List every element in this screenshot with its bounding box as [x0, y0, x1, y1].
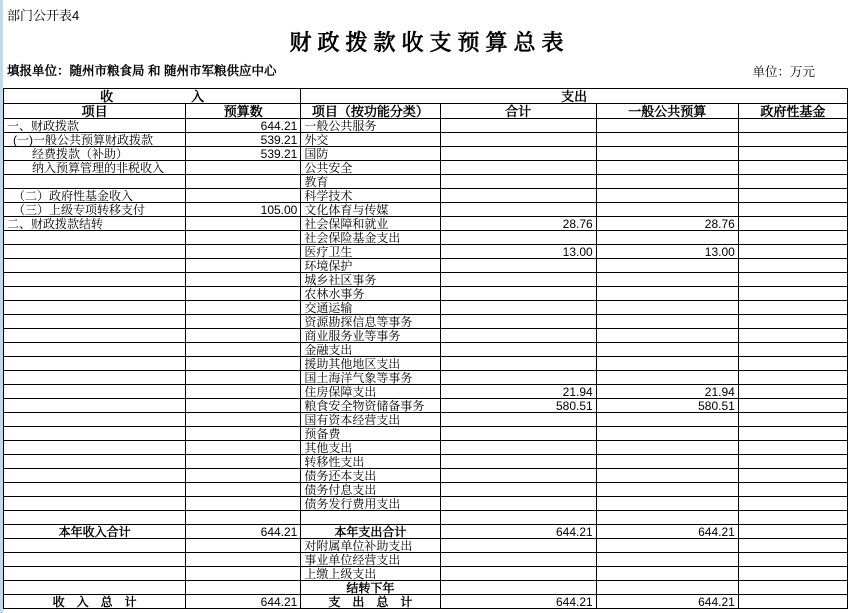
- income-budget-cell: [186, 413, 301, 427]
- income-item-cell: [4, 399, 186, 413]
- income-budget-cell: [186, 469, 301, 483]
- income-item-cell: [4, 553, 186, 567]
- income-budget-cell: [186, 553, 301, 567]
- general-budget-cell: [596, 301, 738, 315]
- general-budget-cell: [596, 161, 738, 175]
- expense-total-cell: [440, 581, 596, 595]
- income-item-cell: [4, 315, 186, 329]
- income-item-cell: 一、财政拨款: [4, 119, 186, 133]
- gov-fund-cell: [738, 203, 847, 217]
- column-header-row: [4, 104, 848, 119]
- table-row: [4, 483, 848, 497]
- expense-item-cell: 金融支出: [301, 343, 440, 357]
- general-budget-cell: [596, 315, 738, 329]
- gov-fund-cell: [738, 413, 847, 427]
- expense-item-cell: 粮食安全物资储备事务: [301, 399, 440, 413]
- income-budget-cell: [186, 483, 301, 497]
- budget-table-body: [4, 119, 848, 609]
- income-budget-cell: 644.21: [186, 119, 301, 133]
- gov-fund-cell: [738, 273, 847, 287]
- expense-item-cell: 医疗卫生: [301, 245, 440, 259]
- expense-total-cell: [440, 371, 596, 385]
- income-budget-cell: [186, 245, 301, 259]
- gov-fund-cell: [738, 385, 847, 399]
- expense-total-cell: [440, 301, 596, 315]
- income-budget-cell: [186, 329, 301, 343]
- expense-item-cell: 国防: [301, 147, 440, 161]
- col-header-expense-item: 项目（按功能分类）: [301, 104, 440, 119]
- gov-fund-cell: [738, 553, 847, 567]
- table-row: [4, 427, 848, 441]
- gov-fund-cell: [738, 287, 847, 301]
- general-budget-cell: [596, 497, 738, 511]
- general-budget-cell: [596, 455, 738, 469]
- income-budget-cell: [186, 567, 301, 581]
- expense-total-cell: [440, 147, 596, 161]
- income-budget-cell: [186, 301, 301, 315]
- expense-total-cell: [440, 161, 596, 175]
- income-item-cell: [4, 511, 186, 525]
- income-item-cell: [4, 175, 186, 189]
- expense-total-cell: [440, 553, 596, 567]
- income-budget-cell: 539.21: [186, 147, 301, 161]
- income-item-cell: （三）上级专项转移支付: [4, 203, 186, 217]
- gov-fund-cell: [738, 161, 847, 175]
- expense-total-cell: 28.76: [440, 217, 596, 231]
- table-row: [4, 161, 848, 175]
- expense-total-cell: [440, 133, 596, 147]
- expense-total-cell: [440, 343, 596, 357]
- expense-item-cell: 债务付息支出: [301, 483, 440, 497]
- table-row: [4, 231, 848, 245]
- expense-total-cell: [440, 273, 596, 287]
- gov-fund-cell: [738, 189, 847, 203]
- group-header-row: [4, 89, 848, 104]
- income-budget-cell: [186, 231, 301, 245]
- expense-total-cell: [440, 497, 596, 511]
- expense-item-cell: 援助其他地区支出: [301, 357, 440, 371]
- general-budget-cell: 580.51: [596, 399, 738, 413]
- income-item-cell: 纳入预算管理的非税收入: [4, 161, 186, 175]
- general-budget-cell: [596, 371, 738, 385]
- expense-item-cell: 本年支出合计: [301, 525, 440, 539]
- expense-total-cell: [440, 427, 596, 441]
- table-row: [4, 567, 848, 581]
- gov-fund-cell: [738, 175, 847, 189]
- income-budget-cell: [186, 259, 301, 273]
- general-budget-cell: 21.94: [596, 385, 738, 399]
- income-item-cell: [4, 539, 186, 553]
- expense-item-cell: 对附属单位补助支出: [301, 539, 440, 553]
- general-budget-cell: [596, 483, 738, 497]
- table-row: [4, 539, 848, 553]
- expense-total-cell: [440, 175, 596, 189]
- table-row: [4, 441, 848, 455]
- income-item-cell: [4, 357, 186, 371]
- income-item-cell: [4, 483, 186, 497]
- table-row: [4, 371, 848, 385]
- expense-total-cell: [440, 203, 596, 217]
- expense-total-cell: [440, 119, 596, 133]
- income-budget-cell: [186, 399, 301, 413]
- expense-item-cell: 环境保护: [301, 259, 440, 273]
- expense-total-cell: [440, 455, 596, 469]
- expense-total-cell: [440, 315, 596, 329]
- general-budget-cell: [596, 133, 738, 147]
- income-item-cell: 经费拨款（补助）: [4, 147, 186, 161]
- general-budget-cell: [596, 511, 738, 525]
- income-budget-cell: [186, 287, 301, 301]
- expense-item-cell: 其他支出: [301, 441, 440, 455]
- gov-fund-cell: [738, 511, 847, 525]
- col-header-budget: 预算数: [186, 104, 301, 119]
- unit-note: 单位：万元: [752, 65, 815, 79]
- income-budget-cell: [186, 511, 301, 525]
- table-row: [4, 133, 848, 147]
- table-row: [4, 287, 848, 301]
- gov-fund-cell: [738, 329, 847, 343]
- general-budget-cell: [596, 427, 738, 441]
- expense-item-cell: [301, 511, 440, 525]
- table-row: [4, 147, 848, 161]
- expense-item-cell: 债务还本支出: [301, 469, 440, 483]
- gov-fund-cell: [738, 455, 847, 469]
- reporting-unit-label: 填报单位：随州市粮食局 和 随州市军粮供应中心: [7, 64, 277, 78]
- income-budget-cell: [186, 175, 301, 189]
- general-budget-cell: [596, 581, 738, 595]
- expense-total-cell: [440, 539, 596, 553]
- table-row: [4, 217, 848, 231]
- expense-item-cell: 国土海洋气象等事务: [301, 371, 440, 385]
- table-row: [4, 203, 848, 217]
- income-item-cell: 二、财政拨款结转: [4, 217, 186, 231]
- budget-table: [3, 88, 848, 609]
- income-budget-cell: [186, 539, 301, 553]
- income-budget-cell: [186, 441, 301, 455]
- expense-item-cell: 外交: [301, 133, 440, 147]
- table-row: [4, 511, 848, 525]
- table-row: [4, 385, 848, 399]
- table-row: [4, 119, 848, 133]
- expense-total-cell: [440, 469, 596, 483]
- general-budget-cell: [596, 539, 738, 553]
- gov-fund-cell: [738, 399, 847, 413]
- general-budget-cell: [596, 469, 738, 483]
- general-budget-cell: [596, 273, 738, 287]
- income-budget-cell: [186, 273, 301, 287]
- expense-total-cell: [440, 329, 596, 343]
- expense-total-cell: 580.51: [440, 399, 596, 413]
- income-budget-cell: [186, 581, 301, 595]
- income-item-cell: [4, 301, 186, 315]
- expense-item-cell: 文化体育与传媒: [301, 203, 440, 217]
- gov-fund-cell: [738, 371, 847, 385]
- expense-total-cell: 644.21: [440, 595, 596, 609]
- gov-fund-cell: [738, 441, 847, 455]
- income-item-cell: [4, 329, 186, 343]
- col-header-income-item: 项目: [4, 104, 186, 119]
- expense-item-cell: 科学技术: [301, 189, 440, 203]
- expense-total-cell: [440, 483, 596, 497]
- table-row: [4, 315, 848, 329]
- gov-fund-cell: [738, 595, 847, 609]
- income-item-cell: [4, 385, 186, 399]
- income-item-cell: [4, 231, 186, 245]
- expense-item-cell: 预备费: [301, 427, 440, 441]
- gov-fund-cell: [738, 217, 847, 231]
- table-row: [4, 259, 848, 273]
- col-header-general-budget: 一般公共预算: [596, 104, 738, 119]
- general-budget-cell: [596, 259, 738, 273]
- gov-fund-cell: [738, 343, 847, 357]
- income-budget-cell: [186, 357, 301, 371]
- general-budget-cell: [596, 413, 738, 427]
- general-budget-cell: [596, 329, 738, 343]
- gov-fund-cell: [738, 119, 847, 133]
- income-item-cell: [4, 371, 186, 385]
- expense-item-cell: 转移性支出: [301, 455, 440, 469]
- general-budget-cell: [596, 119, 738, 133]
- gov-fund-cell: [738, 497, 847, 511]
- expense-total-cell: 644.21: [440, 525, 596, 539]
- income-budget-cell: [186, 343, 301, 357]
- income-budget-cell: [186, 385, 301, 399]
- general-budget-cell: [596, 203, 738, 217]
- expense-total-cell: [440, 441, 596, 455]
- expense-total-cell: [440, 413, 596, 427]
- expense-item-cell: 社会保障和就业: [301, 217, 440, 231]
- gov-fund-cell: [738, 567, 847, 581]
- income-budget-cell: [186, 315, 301, 329]
- income-budget-cell: 539.21: [186, 133, 301, 147]
- gov-fund-cell: [738, 245, 847, 259]
- income-item-cell: [4, 441, 186, 455]
- table-row: [4, 329, 848, 343]
- general-budget-cell: [596, 441, 738, 455]
- income-item-cell: 收 入 总 计: [4, 595, 186, 609]
- general-budget-cell: [596, 553, 738, 567]
- income-item-cell: [4, 287, 186, 301]
- table-row: [4, 273, 848, 287]
- gov-fund-cell: [738, 469, 847, 483]
- gov-fund-cell: [738, 539, 847, 553]
- expense-item-cell: 社会保险基金支出: [301, 231, 440, 245]
- income-budget-cell: [186, 455, 301, 469]
- expense-total-cell: 21.94: [440, 385, 596, 399]
- income-item-cell: [4, 567, 186, 581]
- col-header-total: 合计: [440, 104, 596, 119]
- gov-fund-cell: [738, 301, 847, 315]
- expense-total-cell: [440, 357, 596, 371]
- expense-total-cell: [440, 287, 596, 301]
- table-row: [4, 343, 848, 357]
- expense-item-cell: 公共安全: [301, 161, 440, 175]
- income-group-header: 收 入: [4, 89, 301, 104]
- expense-item-cell: 上缴上级支出: [301, 567, 440, 581]
- income-budget-cell: [186, 497, 301, 511]
- general-budget-cell: [596, 175, 738, 189]
- income-item-cell: （二）政府性基金收入: [4, 189, 186, 203]
- gov-fund-cell: [738, 581, 847, 595]
- income-budget-cell: 644.21: [186, 595, 301, 609]
- table-row: [4, 399, 848, 413]
- general-budget-cell: [596, 567, 738, 581]
- income-budget-cell: [186, 217, 301, 231]
- gov-fund-cell: [738, 147, 847, 161]
- expense-item-cell: 债务发行费用支出: [301, 497, 440, 511]
- expense-total-cell: [440, 231, 596, 245]
- expense-item-cell: 事业单位经营支出: [301, 553, 440, 567]
- gov-fund-cell: [738, 133, 847, 147]
- income-item-cell: [4, 259, 186, 273]
- general-budget-cell: [596, 343, 738, 357]
- income-item-cell: [4, 581, 186, 595]
- expense-item-cell: 支 出 总 计: [301, 595, 440, 609]
- gov-fund-cell: [738, 231, 847, 245]
- general-budget-cell: 644.21: [596, 595, 738, 609]
- expense-total-cell: [440, 259, 596, 273]
- income-budget-cell: 644.21: [186, 525, 301, 539]
- corner-label: 部门公开表4: [7, 8, 80, 23]
- income-budget-cell: 105.00: [186, 203, 301, 217]
- expense-total-cell: [440, 189, 596, 203]
- expense-item-cell: 住房保障支出: [301, 385, 440, 399]
- income-item-cell: [4, 245, 186, 259]
- table-row: [4, 455, 848, 469]
- general-budget-cell: 28.76: [596, 217, 738, 231]
- gov-fund-cell: [738, 357, 847, 371]
- gov-fund-cell: [738, 427, 847, 441]
- expense-item-cell: 一般公共服务: [301, 119, 440, 133]
- expense-item-cell: 商业服务业等事务: [301, 329, 440, 343]
- income-item-cell: [4, 343, 186, 357]
- income-budget-cell: [186, 427, 301, 441]
- expense-total-cell: [440, 567, 596, 581]
- income-budget-cell: [186, 371, 301, 385]
- gov-fund-cell: [738, 259, 847, 273]
- expense-item-cell: 城乡社区事务: [301, 273, 440, 287]
- general-budget-cell: 13.00: [596, 245, 738, 259]
- expense-item-cell: 国有资本经营支出: [301, 413, 440, 427]
- income-item-cell: [4, 413, 186, 427]
- income-item-cell: [4, 497, 186, 511]
- expense-item-cell: 农林水事务: [301, 287, 440, 301]
- table-row: [4, 357, 848, 371]
- income-item-cell: [4, 427, 186, 441]
- table-row: [4, 595, 848, 609]
- income-item-cell: [4, 469, 186, 483]
- expense-group-header: 支出: [301, 89, 848, 104]
- general-budget-cell: [596, 231, 738, 245]
- expense-item-cell: 交通运输: [301, 301, 440, 315]
- expense-item-cell: 资源勘探信息等事务: [301, 315, 440, 329]
- page-title: 财政拨款收支预算总表: [289, 30, 570, 55]
- income-item-cell: [4, 455, 186, 469]
- table-row: [4, 469, 848, 483]
- expense-item-cell: 教育: [301, 175, 440, 189]
- general-budget-cell: 644.21: [596, 525, 738, 539]
- general-budget-cell: [596, 287, 738, 301]
- income-budget-cell: [186, 189, 301, 203]
- table-row: [4, 581, 848, 595]
- table-row: [4, 175, 848, 189]
- gov-fund-cell: [738, 525, 847, 539]
- income-item-cell: 本年收入合计: [4, 525, 186, 539]
- expense-total-cell: [440, 511, 596, 525]
- table-row: [4, 189, 848, 203]
- income-item-cell: [4, 273, 186, 287]
- income-item-cell: (一)一般公共预算财政拨款: [4, 133, 186, 147]
- expense-total-cell: 13.00: [440, 245, 596, 259]
- table-row: [4, 301, 848, 315]
- gov-fund-cell: [738, 483, 847, 497]
- table-row: [4, 553, 848, 567]
- expense-item-cell: 结转下年: [301, 581, 440, 595]
- general-budget-cell: [596, 357, 738, 371]
- col-header-gov-fund: 政府性基金: [738, 104, 847, 119]
- general-budget-cell: [596, 189, 738, 203]
- table-row: [4, 245, 848, 259]
- gov-fund-cell: [738, 315, 847, 329]
- general-budget-cell: [596, 147, 738, 161]
- table-row: [4, 525, 848, 539]
- income-budget-cell: [186, 161, 301, 175]
- table-row: [4, 497, 848, 511]
- table-row: [4, 413, 848, 427]
